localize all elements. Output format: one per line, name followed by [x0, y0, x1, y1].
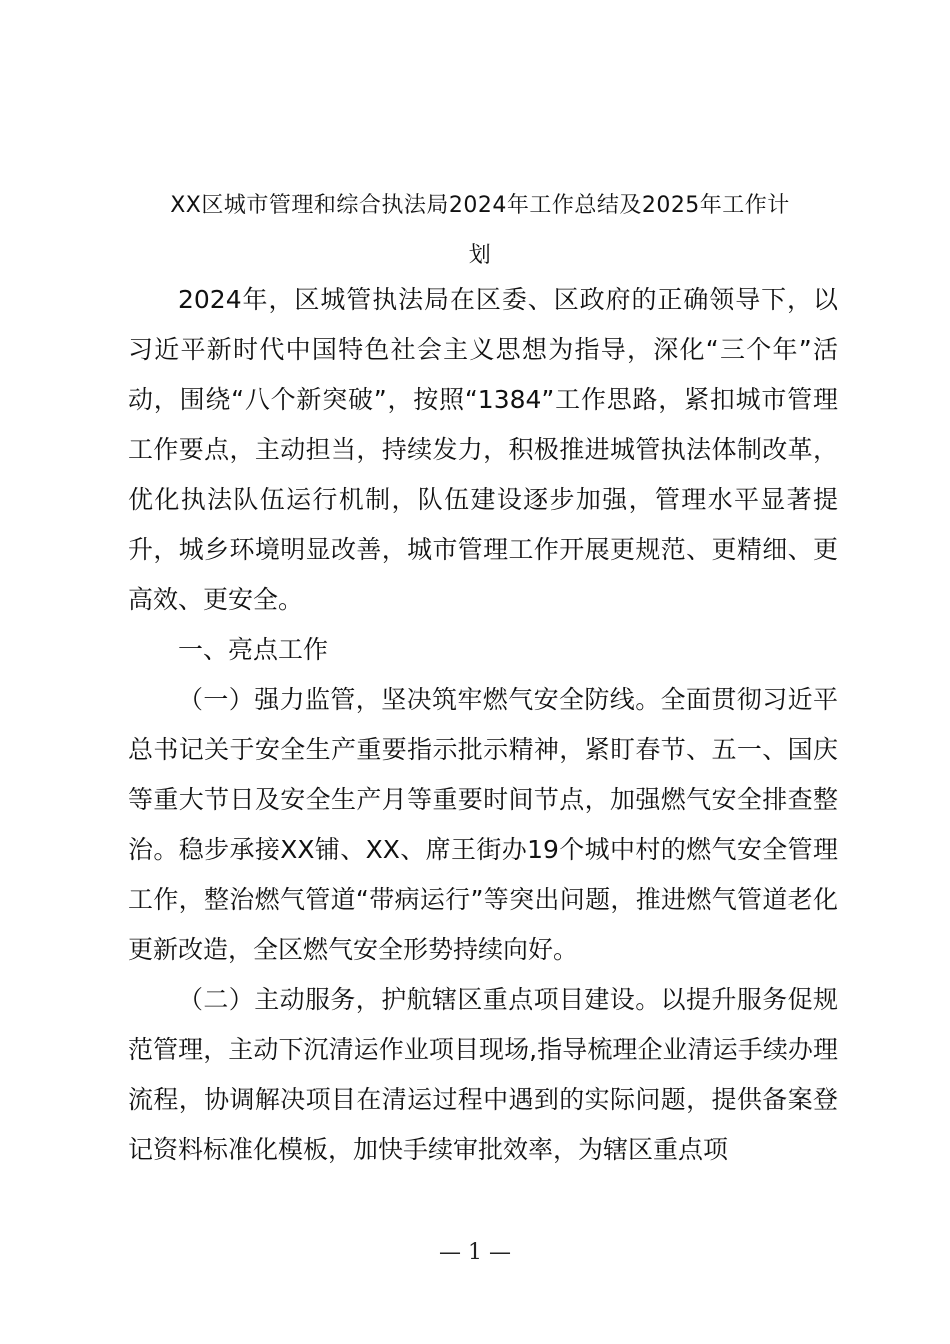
paragraph-gas-safety: （一）强力监管，坚决筑牢燃气安全防线。全面贯彻习近平总书记关于安全生产重要指示批示精神，紧盯春节、五一、国庆等重大节日及安全生产月等重要时间节点，加强燃气安全排查整治。稳步承接XX铺、XX、席王街办19个城中村的燃气安全管理工作，整治燃气管道“带病运行”等突出问题，推进燃气管道老化更新改造，全区燃气安全形势持续向好。 [128, 685, 838, 964]
intro-paragraph: 2024年，区城管执法局在区委、区政府的正确领导下，以习近平新时代中国特色社会主义思想为指导，深化“三个年”活动，围绕“八个新突破”，按照“1384”工作思路，紧扣城市管理工作要点，主动担当，持续发力，积极推进城管执法体制改革，优化执法队伍运行机制，队伍建设逐步加强，管理水平显著提升，城乡环境明显改善，城市管理工作开展更规范、更精细、更高效、更安全。 [128, 285, 838, 614]
section-heading-highlights: 一、亮点工作 [178, 635, 329, 664]
document-title-line-2: 划 [468, 243, 492, 268]
paragraph-project-service: （二）主动服务，护航辖区重点项目建设。以提升服务促规范管理，主动下沉清运作业项目现场,指导梳理企业清运手续办理流程，协调解决项目在清运过程中遇到的实际问题，提供备案登记资料标准化模板，加快手续审批效率，为辖区重点项 [128, 985, 838, 1164]
document-title-line-1: XX区城市管理和综合执法局2024年工作总结及2025年工作计 [170, 193, 790, 218]
page-number: — 1 — [439, 1240, 511, 1265]
